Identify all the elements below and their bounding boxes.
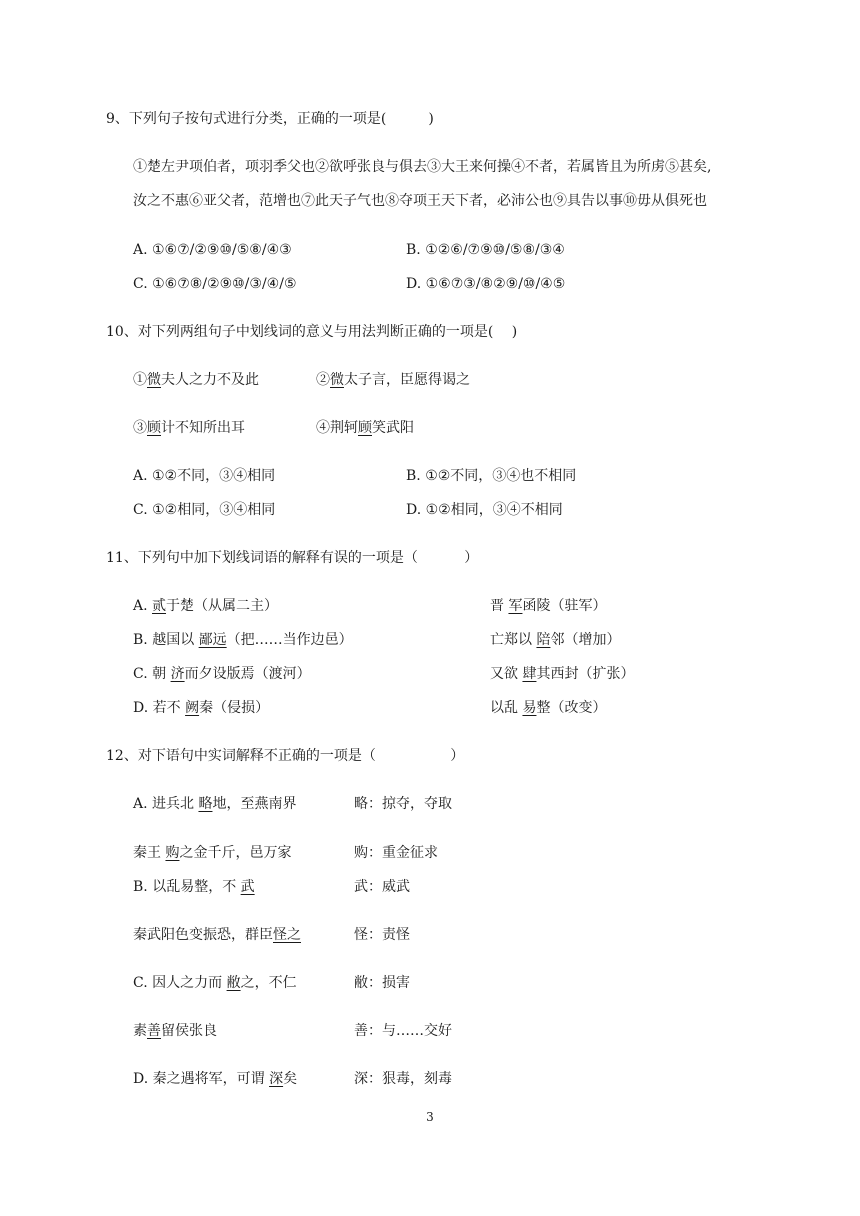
question-10-sentence-1: ①微夫人之力不及此 [133,372,259,388]
question-12-row-2-sentence: 秦王 购之金千斤，邑万家 [133,845,292,861]
question-12-row-1-gloss: 略：掠夺，夺取 [354,796,452,812]
question-11-option-c-left: C. 朝 济而夕设版焉（渡河） [133,666,311,682]
question-12-row-5-gloss: 敝：损害 [354,975,410,991]
question-9-option-b: B. ①②⑥/⑦⑨⑩/⑤⑧/③④ [406,242,565,258]
question-11-option-b-right: 亡郑以 陪邻（增加） [490,632,621,648]
question-10-option-a: A. ①②不同，③④相同 [133,468,276,484]
question-9-option-d: D. ①⑥⑦③/⑧②⑨/⑩/④⑤ [406,276,566,292]
question-12-row-5-sentence: C. 因人之力而 敝之，不仁 [133,975,297,991]
question-11-option-a-left: A. 贰于楚（从属二主） [133,598,279,614]
question-9-passage-line-1: ①楚左尹项伯者，项羽季父也②欲呼张良与俱去③大王来何操④不者，若属皆且为所虏⑤甚矣, [133,159,712,175]
question-12-row-3-gloss: 武：威武 [354,879,410,895]
question-12-row-4-sentence: 秦武阳色变振恐，群臣怪之 [133,927,301,943]
question-11-option-d-right: 以乱 易整（改变） [490,700,607,716]
question-12-row-4-gloss: 怪：责怪 [354,927,410,943]
question-12-row-7-gloss: 深：狠毒，刻毒 [354,1071,452,1087]
question-12-row-6-sentence: 素善留侯张良 [133,1023,217,1039]
question-10-sentence-3: ③顾计不知所出耳 [133,420,245,436]
question-9-option-a: A. ①⑥⑦/②⑨⑩/⑤⑧/④③ [133,242,292,258]
question-12-row-3-sentence: B. 以乱易整，不 武 [133,879,255,895]
question-10-option-c: C. ①②相同，③④相同 [133,502,276,518]
question-11-option-a-right: 晋 军函陵（驻军） [490,598,607,614]
question-9-option-c: C. ①⑥⑦⑧/②⑨⑩/③/④/⑤ [133,276,297,292]
question-12-row-7-sentence: D. 秦之遇将军，可谓 深矣 [133,1071,298,1087]
question-11-option-c-right: 又欲 肆其西封（扩张） [490,666,635,682]
question-11-option-d-left: D. 若不 阙秦（侵损） [133,700,270,716]
question-12-stem: 12、对下语句中实词解释不正确的一项是（ ） [106,748,465,764]
question-12-row-1-sentence: A. 进兵北 略地，至燕南界 [133,796,297,812]
question-9-passage-line-2: 汝之不惠⑥亚父者，范增也⑦此天子气也⑧夺项王天下者，必沛公也⑨具告以事⑩毋从俱死也 [133,193,707,209]
question-10-sentence-4: ④荆轲顾笑武阳 [316,420,414,436]
question-12-row-2-gloss: 购：重金征求 [354,845,438,861]
question-10-option-b: B. ①②不同，③④也不相同 [406,468,577,484]
question-9-stem: 9、下列句子按句式进行分类，正确的一项是( ) [106,111,434,127]
question-10-sentence-2: ②微太子言，臣愿得谒之 [316,372,470,388]
question-10-stem: 10、对下列两组句子中划线词的意义与用法判断正确的一项是( ) [106,324,518,340]
question-11-option-b-left: B. 越国以 鄙远（把……当作边邑） [133,632,353,648]
page-number: 3 [426,1110,434,1124]
question-12-row-6-gloss: 善：与……交好 [354,1023,452,1039]
question-11-stem: 11、下列句中加下划线词语的解释有误的一项是（ ） [106,550,479,566]
question-10-option-d: D. ①②相同，③④不相同 [406,502,563,518]
